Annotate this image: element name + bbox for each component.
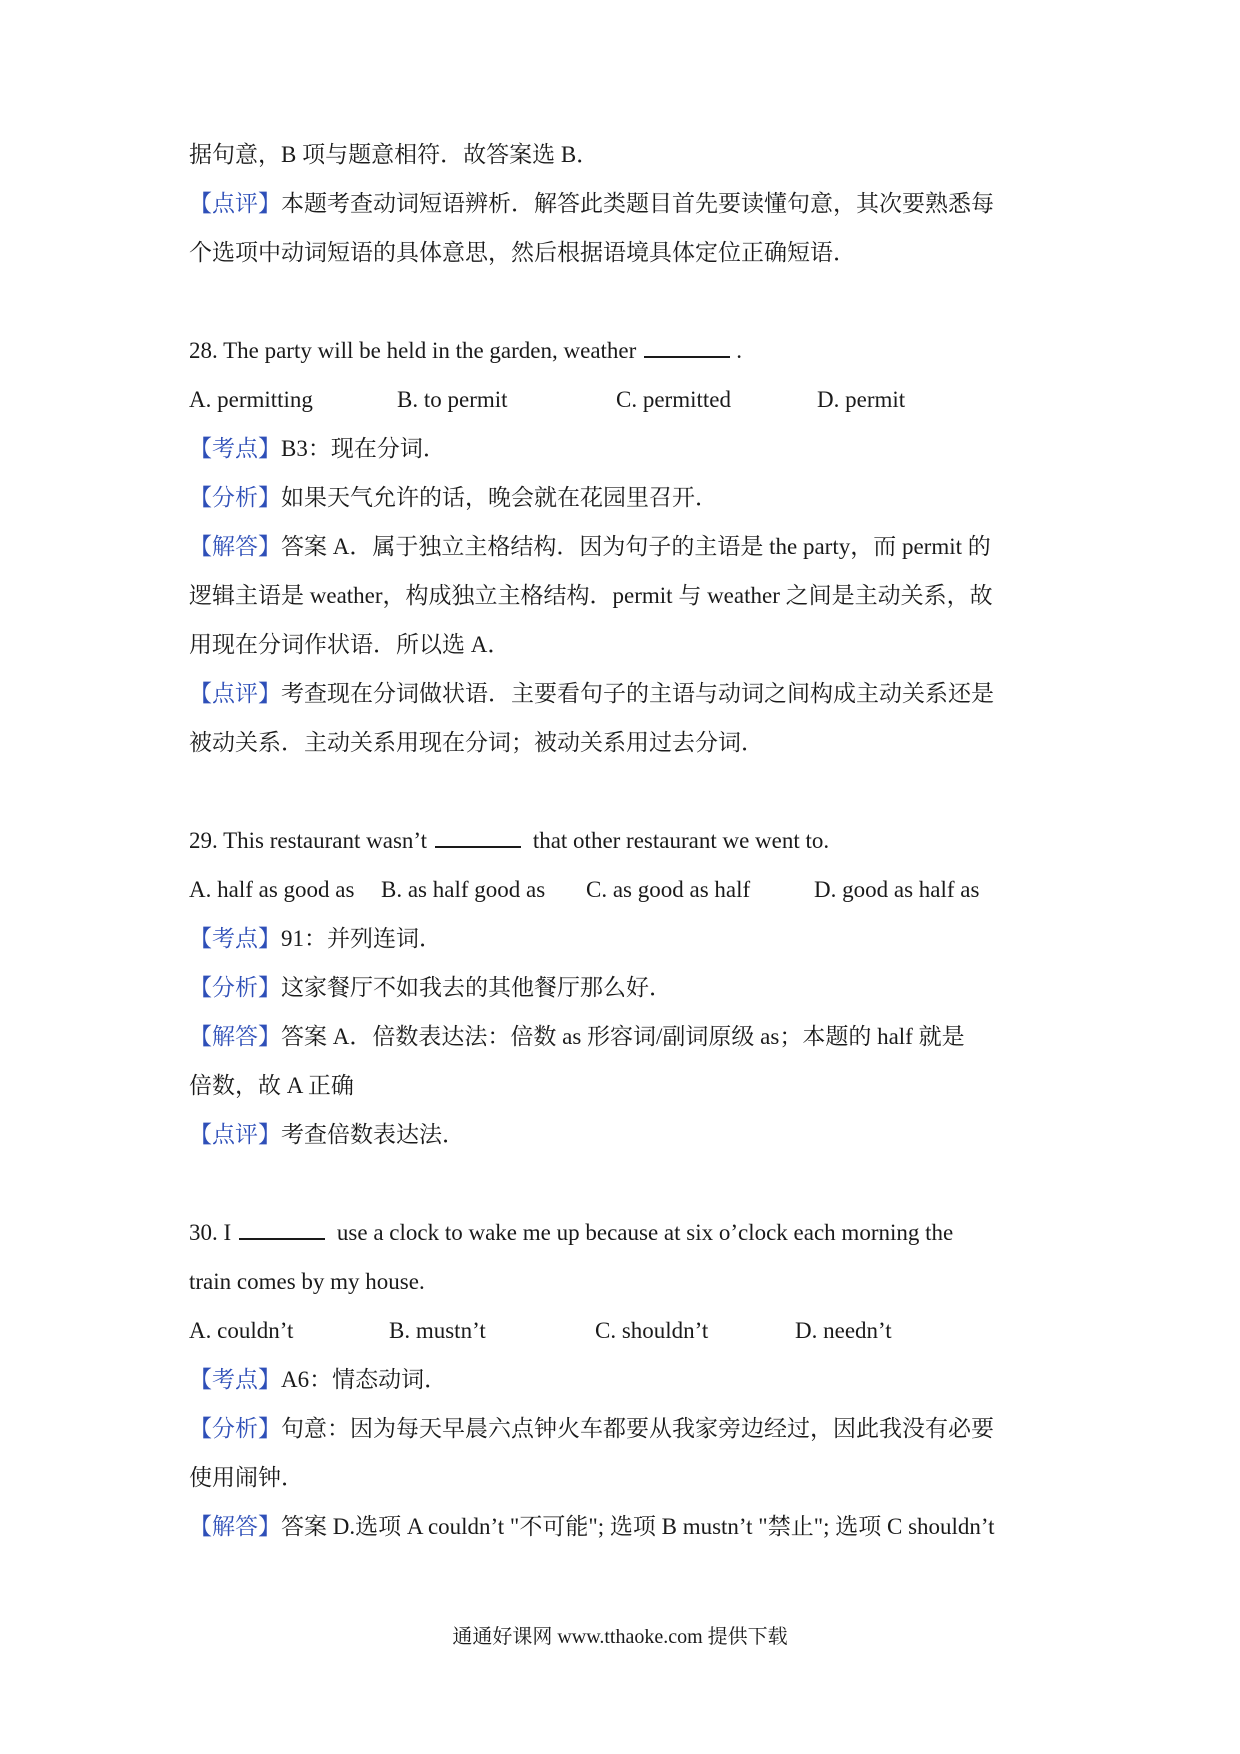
spacer: [189, 767, 1059, 816]
intro-review-line1: [189, 179, 1059, 228]
jieda-tag: 【解答】: [189, 1514, 281, 1539]
q30-options: [189, 1306, 1059, 1355]
dianping-text: 考查倍数表达法．: [281, 1122, 465, 1147]
q30-fenxi-line2: 使用闹钟．: [189, 1465, 304, 1490]
q30-kaodian: [189, 1355, 1059, 1404]
q28-stem-before: 28. The party will be held in the garden, weather: [189, 338, 637, 363]
q30-fenxi-line1: [189, 1404, 1059, 1453]
fenxi-text: 如果天气允许的话，晚会就在花园里召开．: [281, 485, 718, 510]
kaodian-text: A6：情态动词．: [281, 1367, 448, 1392]
kaodian-tag: 【考点】: [189, 1367, 281, 1392]
q28-stem: [189, 326, 1059, 375]
intro-review-line2: 个选项中动词短语的具体意思，然后根据语境具体定位正确短语．: [189, 240, 856, 265]
dianping-tag: 【点评】: [189, 681, 281, 706]
kaodian-text: 91：并列连词．: [281, 926, 442, 951]
q29-kaodian: [189, 914, 1059, 963]
q29-dianping: [189, 1110, 1059, 1159]
q30-option-d: D. needn’t: [795, 1318, 892, 1343]
review-tag: 【点评】: [189, 191, 281, 216]
q30-stem-after: use a clock to wake me up because at six o’clock each morning the: [336, 1220, 954, 1245]
q30-stem-line1: [189, 1208, 1059, 1257]
jieda-text: 答案 A．倍数表达法：倍数 as 形容词/副词原级 as；本题的 half 就是: [281, 1024, 965, 1049]
jieda-tag: 【解答】: [189, 534, 281, 559]
kaodian-tag: 【考点】: [189, 926, 281, 951]
fenxi-text: 这家餐厅不如我去的其他餐厅那么好．: [281, 975, 672, 1000]
q30-stem-line2: train comes by my house.: [189, 1269, 425, 1294]
dianping-tag: 【点评】: [189, 1122, 281, 1147]
jieda-text: 答案 A．属于独立主格结构．因为句子的主语是 the party，而 permit 的: [281, 534, 991, 559]
q30-option-c: C. shouldn’t: [595, 1318, 709, 1343]
q28-fenxi: [189, 473, 1059, 522]
q30-jieda-line1: [189, 1502, 1059, 1551]
q28-blank: [644, 338, 730, 358]
q30-stem-before: 30. I: [189, 1220, 232, 1245]
q29-options: [189, 865, 1059, 914]
q29-option-d: D. good as half as: [814, 877, 980, 902]
q29-jieda-line1: [189, 1012, 1059, 1061]
q29-jieda-line2: 倍数，故 A 正确: [189, 1073, 354, 1098]
q28-stem-after: .: [736, 338, 743, 363]
q28-option-d: D. permit: [817, 387, 906, 412]
review-text: 本题考查动词短语辨析．解答此类题目首先要读懂句意，其次要熟悉每: [281, 191, 994, 216]
fenxi-tag: 【分析】: [189, 1416, 281, 1441]
q28-jieda-line2: 逻辑主语是 weather，构成独立主格结构．permit 与 weather 之间是主动关系，故: [189, 583, 993, 608]
kaodian-text: B3：现在分词．: [281, 436, 446, 461]
jieda-tag: 【解答】: [189, 1024, 281, 1049]
q28-dianping-line1: [189, 669, 1059, 718]
fenxi-tag: 【分析】: [189, 485, 281, 510]
jieda-text: 答案 D.选项 A couldn’t "不可能"; 选项 B mustn’t "禁止"; 选项 C shouldn’t: [281, 1514, 995, 1539]
intro-line: 据句意，B 项与题意相符．故答案选 B．: [189, 142, 600, 167]
q29-stem: [189, 816, 1059, 865]
fenxi-text: 句意：因为每天早晨六点钟火车都要从我家旁边经过，因此我没有必要: [281, 1416, 994, 1441]
q30-option-a: A. couldn’t: [189, 1318, 294, 1343]
q29-fenxi: [189, 963, 1059, 1012]
q29-stem-before: 29. This restaurant wasn’t: [189, 828, 428, 853]
spacer: [189, 1159, 1059, 1208]
page-footer: 通通好课网 www.tthaoke.com 提供下载: [452, 1626, 788, 1648]
q29-option-b: B. as half good as: [381, 877, 546, 902]
q28-jieda-line3: 用现在分词作状语．所以选 A．: [189, 632, 511, 657]
q28-option-c: C. permitted: [616, 387, 731, 412]
q30-option-b: B. mustn’t: [389, 1318, 486, 1343]
kaodian-tag: 【考点】: [189, 436, 281, 461]
q28-jieda-line1: [189, 522, 1059, 571]
q28-options: [189, 375, 1059, 424]
q28-option-b: B. to permit: [397, 387, 508, 412]
q29-blank: [435, 828, 521, 848]
q28-kaodian: [189, 424, 1059, 473]
q29-option-a: A. half as good as: [189, 877, 355, 902]
fenxi-tag: 【分析】: [189, 975, 281, 1000]
spacer: [189, 277, 1059, 326]
q29-option-c: C. as good as half: [586, 877, 751, 902]
document-page: [189, 130, 1059, 1551]
q29-stem-after: that other restaurant we went to.: [532, 828, 830, 853]
q30-blank: [239, 1220, 325, 1240]
q28-option-a: A. permitting: [189, 387, 313, 412]
q28-dianping-line2: 被动关系．主动关系用现在分词；被动关系用过去分词．: [189, 730, 764, 755]
dianping-text: 考查现在分词做状语．主要看句子的主语与动词之间构成主动关系还是: [281, 681, 994, 706]
